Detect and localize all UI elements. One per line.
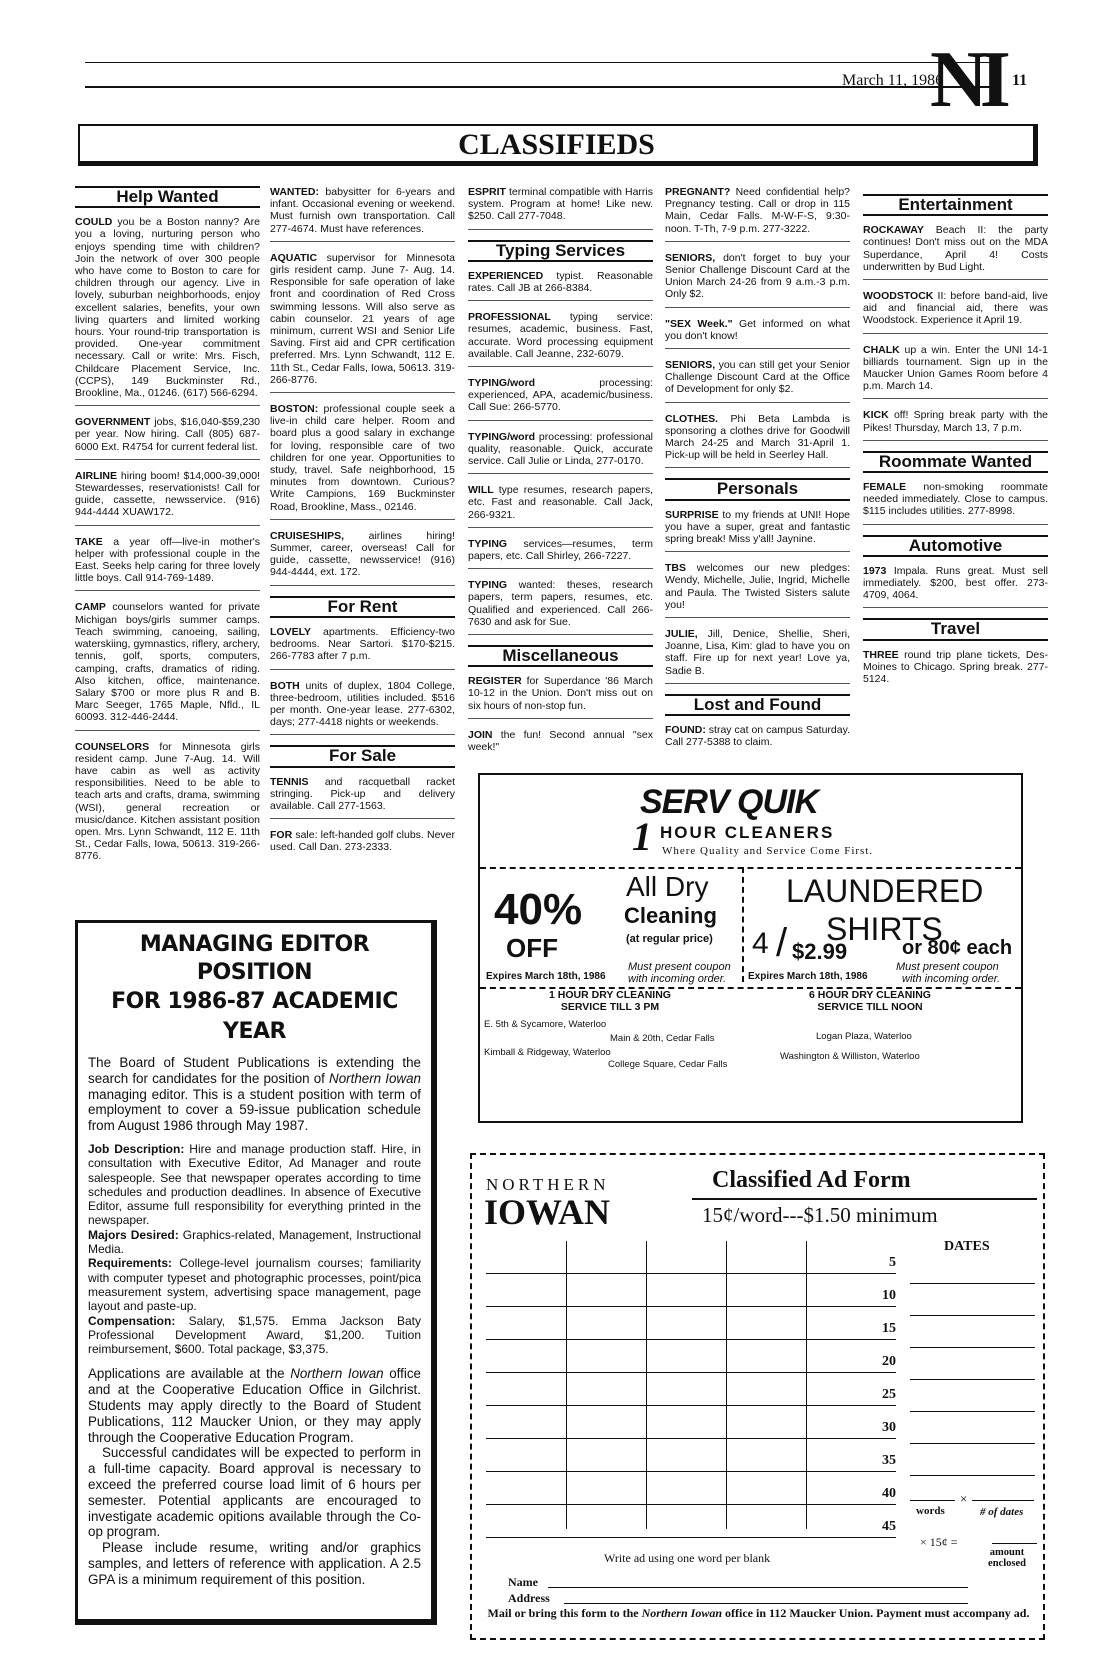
classified-ad: FEMALE non-smoking roommate needed immediately. Close to campus. $115 includes utilities. 277-8998. [863,481,1048,525]
section-for-sale: For Sale [270,745,455,767]
grid-row [486,1307,896,1340]
address-label: Address [508,1591,550,1605]
row-count: 5 [889,1255,896,1270]
row-count: 45 [882,1519,896,1534]
grid-col-line [726,1241,727,1529]
column-help-wanted [75,182,260,879]
classified-ad: JOIN the fun! Second annual "sex week!" [468,728,653,754]
servquik-hour-cleaners: HOUR CLEANERS [660,823,835,842]
section-entertainment: Entertainment [863,194,1048,216]
location: Kimball & Ridgeway, Waterloo [484,1047,611,1058]
num-dates-label: # of dates [980,1506,1024,1518]
ad-success: Successful candidates will be expected to perform in a full-time capacity. Board approval is necessary to exceed the preferred course load limit of 6 hours per semester. Potential applicants are encouraged to investigate academic opitions available through the Co-op program. [88,1445,421,1540]
ad-headline: MANAGING EDITOR POSITION [139,932,370,985]
section-help-wanted: Help Wanted [75,186,260,208]
classified-ad: CAMP counselors wanted for private Michigan boys/girls summer camps. Teach swimming, canoeing, sailing, waterskiing, gymnastics, riflery, archery, tennis, golf, sports, computers, camping, crafts, dramatics of riding. Also kitchen, office, maintenance. Salary $700 or more plus R and B. Marc Seeger, 1765 Maple, Nfld., IL 60093. 312-446-2444. [75,601,260,730]
classified-ad: PROFESSIONAL typing service: resumes, academic, business. Fast, accurate. Word processing equipment available. Call Jeanne, 232-6079. [468,311,653,367]
classified-ad: ESPRIT terminal compatible with Harris system. Program at home! Like new. $250. Call 277-7048. [468,186,653,230]
grid-row [486,1505,896,1538]
classified-ad: TENNIS and racquetball racket stringing. Pick-up and delivery available. Call 277-1563. [270,776,455,820]
word-grid [486,1241,896,1538]
classified-ad: SENIORS, don't forget to buy your Senior Challenge Discount Card at the Union March 24-26 from 9 a.m.-3 p.m. Only $2. [665,252,850,308]
row-count: 25 [882,1387,896,1402]
amount-enclosed: amount enclosed [988,1547,1026,1569]
classified-ad: FOR sale: left-handed golf clubs. Never used. Call Dan. 273-2333. [270,829,455,854]
form-dates-label: DATES [944,1239,990,1254]
ad-intro: The Board of Student Publications is extending the search for candidates for the position of Northern Iowan managing editor. This is a student position with term of employment to cover a 59-issue publication schedule from August 1986 through May 1987. [88,1055,421,1134]
managing-editor-ad [75,920,437,1625]
grid-row [486,1439,896,1472]
classified-ad: AIRLINE hiring boom! $14,000-39,000! Stewardesses, reservationists! Call for guide, cassette, newsservice. (916) 944-4444 XUAW172. [75,470,260,526]
form-iowan: IOWAN [484,1192,611,1232]
row-count: 20 [882,1354,896,1369]
section-personals: Personals [665,478,850,500]
classified-ad: WOODSTOCK II: before band-aid, live aid and financial aid, there was Woodstock. Experience it April 19. [863,290,1048,334]
ad-include: Please include resume, writing and/or graphics samples, and letters of reference with application. A 2.5 GPA is a minimum requirement of this position. [88,1540,421,1587]
name-label: Name [508,1575,538,1589]
grid-col-line [646,1241,647,1529]
classified-ad: COUNSELORS for Minnesota girls resident camp. June 7-Aug. 14. Will have cabin as well as activity responsibilities. Need to be able to teach arts and crafts, drama, swimming (WSI), general recreation or music/dance. Kitchen assistant position open. Mrs. Lynn Schwandt, 112 E. 11th St., Cedar Falls, Iowa, 50613. 319-266-8776. [75,740,260,863]
classified-ad: SURPRISE to my friends at UNI! Hope you have a super, great and fantastic spring break! Miss y'all! Jaynine. [665,509,850,553]
coupon-divider [480,867,1021,869]
classified-ad: PREGNANT? Need confidential help? Pregnancy testing. Call or drop in 115 Main, Cedar Falls. M-W-F-S, 9:30-noon. T-Th, 7-9 p.m. 277-3222. [665,186,850,242]
column-three [468,186,653,769]
shirts: SHIRTS [826,911,943,947]
classified-ad: TAKE a year off—live-in mother's helper with professional couple in the East. Seeks help caring for three lovely little boys. Call 914-769-1489. [75,536,260,592]
page-number: 11 [1012,72,1028,89]
grid-row [486,1340,896,1373]
discount-percent: 40% [494,885,583,934]
must-present-right: Must present coupon [896,961,999,973]
classified-ad: LOVELY apartments. Efficiency-two bedrooms. Near Sartori. $170-$215. 266-7783 after 7 p.m. [270,626,455,670]
shirt-count: 4 [752,927,769,960]
section-travel: Travel [863,618,1048,640]
regular-price: (at regular price) [626,933,713,945]
section-miscellaneous: Miscellaneous [468,645,653,667]
location: E. 5th & Sycamore, Waterloo [484,1019,607,1030]
classified-ad: TYPING services—resumes, term papers, etc. Call Shirley, 266-7227. [468,538,653,569]
classified-ad: KICK off! Spring break party with the Pikes! Thursday, March 13, 7 p.m. [863,409,1048,440]
servquik-logo: SERV QUIK [640,783,819,821]
classified-ad: GOVERNMENT jobs, $16,040-$59,230 per year. Now hiring. Call (805) 687-6000 Ext. R4754 for current federal list. [75,416,260,460]
classified-ad: TYPING wanted: theses, research papers, term papers, resumes, etc. Qualified and experienced. Call 266-7630 and ask for Sue. [468,579,653,635]
section-lost-and-found: Lost and Found [665,694,850,716]
classified-ad: WILL type resumes, research papers, etc. Fast and reasonable. Call Jack, 266-9321. [468,484,653,528]
row-count: 30 [882,1420,896,1435]
shirt-price: $2.99 [792,939,848,964]
form-northern: NORTHERN [486,1175,610,1194]
section-for-rent: For Rent [270,596,455,618]
ad-apply: Applications are available at the Northern Iowan office and at the Cooperative Education Office in Gilchrist. Students may apply directly to the Board of Student Publications, 112 Maucker Union, or they may apply through the Cooperative Education Program. [88,1366,421,1445]
expires-left: Expires March 18th, 1986 [486,971,606,982]
classified-ad: THREE round trip plane tickets, Des-Moines to Chicago. Spring break. 277-5124. [863,648,1048,686]
left-service: 1 HOUR DRY CLEANING SERVICE TILL 3 PM [549,989,671,1013]
classified-ad: JULIE, Jill, Denice, Shellie, Sheri, Joanne, Lisa, Kim: glad to have you on staff. Fire up for next year! Love ya, Sadie B. [665,628,850,684]
section-title: CLASSIFIEDS [458,128,655,161]
classified-ad: "SEX Week." Get informed on what you don't know! [665,318,850,349]
right-service: 6 HOUR DRY CLEANING SERVICE TILL NOON [809,989,931,1013]
column-four [665,186,850,765]
ad-details [88,1142,421,1356]
classifieds-banner [78,124,1038,166]
discount-off: OFF [506,933,558,963]
classified-ad: EXPERIENCED typist. Reasonable rates. Call JB at 266-8384. [468,270,653,301]
location: Logan Plaza, Waterloo [816,1031,912,1042]
price-per-word: × 15¢ = [920,1535,958,1549]
classified-ad: BOTH units of duplex, 1804 College, three-bedroom, utilities included. $516 per month. One-year lease. 277-6302, days; 277-4418 nights or weekends. [270,680,455,736]
column-five [863,190,1048,701]
classified-ad: AQUATIC supervisor for Minnesota girls resident camp. June 7- Aug. 14. Responsible for safe operation of lake front and coordination of Red Cross swimming lessons. Will also serve as cabin counselor. 21 years of age minimum, current WSI and Senior Life Saving. First aid and CPR certification preferred. Mrs. Lynn Schwandt, 112 E. 11th St., Cedar Falls, Iowa, 50613. 319-266-8776. [270,252,455,393]
grid-row [486,1373,896,1406]
form-instruction: Write ad using one word per blank [604,1551,771,1565]
grid-col-line [806,1241,807,1529]
servquik-tagline: Where Quality and Service Come First. [662,845,874,857]
incoming-left: with incoming order. [628,973,727,985]
grid-row [486,1241,896,1274]
grid-row [486,1406,896,1439]
coupon-divider-vertical [742,867,744,982]
row-count: 35 [882,1453,896,1468]
section-typing-services: Typing Services [468,240,653,262]
laundered: LAUNDERED [786,873,984,909]
ni-logo: NI [930,36,1003,124]
requirements: Requirements: College-level journalism courses; familiarity with computer typeset and photographic processes, point/pica measurement system, advertising space management, page layout and paste-up. [88,1256,421,1314]
classified-ad: FOUND: stray cat on campus Saturday. Call 277-5388 to claim. [665,724,850,749]
classified-ad: TYPING/word processing: experienced, APA, academic/business. Call Sue: 266-5770. [468,377,653,421]
classified-ad-form [470,1153,1045,1640]
classified-ad: ROCKAWAY Beach II: the party continues! Don't miss out on the MDA Superdance, April 4! Costs underwritten by Bud Light. [863,224,1048,280]
classified-ad: CRUISESHIPS, airlines hiring! Summer, career, overseas! Call for guide, cassette, newsservice! (916) 944-4444, ext. 172. [270,530,455,586]
row-count: 40 [882,1486,896,1501]
times-sign: × [960,1491,968,1506]
grid-row [486,1274,896,1307]
servquik-one: 1 [632,814,652,859]
ad-headline: FOR 1986-87 ACADEMIC YEAR [111,989,398,1044]
expires-right: Expires March 18th, 1986 [748,971,868,982]
incoming-right: with incoming order. [902,973,1001,985]
classified-ad: BOSTON: professional couple seek a live-in child care helper. Room and board plus a good salary in exchange for loving, responsible care of two children for one year. Opportunities to study, travel. Safe neighborhood, 15 minutes from downtown. Curious? Write Campions, 169 Buckminster Road, Brookline, Mass., 02146. [270,403,455,520]
row-count: 10 [882,1288,896,1303]
classified-ad: REGISTER for Superdance '86 March 10-12 in the Union. Don't miss out on six hours of non-stop fun. [468,675,653,719]
row-count: 15 [882,1321,896,1336]
section-roommate-wanted: Roommate Wanted [863,451,1048,473]
cleaning: Cleaning [624,903,717,928]
words-label: words [916,1505,945,1517]
all-dry: All Dry [626,871,709,902]
form-title: Classified Ad Form [712,1167,911,1193]
majors-desired: Majors Desired: Graphics-related, Management, Instructional Media. [88,1227,421,1257]
classified-ad: CLOTHES. Phi Beta Lambda is sponsoring a clothes drive for Goodwill March 24-25 and March 31-April 1. Pick-up will be held in Seerley Hall. [665,413,850,469]
form-rate: 15¢/word---$1.50 minimum [702,1203,938,1227]
compensation: Compensation: Salary, $1,575. Emma Jackson Baty Professional Development Award, $1,200. Tuition reimbursement, $600. Total package, $3,375. [88,1313,421,1357]
classified-ad: COULD you be a Boston nanny? Are you a loving, nurturing person who enjoys spending time with children? Join the network of over 300 people who have come to Boston to care for children through our agency. Live in lovely, suburban neighborhoods, enjoy excellent salaries, benefits, your own living quarters and limited working hours. Your round-trip transportation is provided. One-year commitment necessary. Call or write: Mrs. Fisch, Childcare Placement Service, Inc. (CCPS), 149 Buckminster Rd., Brookline, Ma., 01246. (617) 566-6294. [75,216,260,406]
column-two [270,186,455,870]
grid-row [486,1472,896,1505]
servquik-ad [478,773,1023,1123]
location: College Square, Cedar Falls [608,1059,728,1070]
section-automotive: Automotive [863,535,1048,557]
location: Washington & Williston, Waterloo [780,1051,920,1062]
classified-ad: TYPING/word processing: professional quality, reasonable. Quick, accurate service. Call Julie or Linda, 277-0170. [468,431,653,475]
classified-ad: WANTED: babysitter for 6-years and infant. Occasional evening or weekend. Must furnish own transportation. Call 277-4674. Must have references. [270,186,455,242]
issue-date: March 11, 1986 [842,72,944,89]
classified-ad: TBS welcomes our new pledges: Wendy, Michelle, Julie, Ingrid, Michelle and Paula. The Twisted Sisters salute you! [665,562,850,618]
job-description: Job Description: Hire and manage production staff. Hire, in consultation with Executive Editor, Ad Manager and route salespeople. See that newspaper operates according to time schedules and production deadlines. In absence of Executive Editor, assume full responsibility for everything printed in the newspaper. [88,1141,421,1228]
classified-ad: CHALK up a win. Enter the UNI 14-1 billiards tournament. Sign up in the Maucker Union Games Room before 4 p.m. March 14. [863,344,1048,400]
mail-instruction: Mail or bring this form to the Northern Iowan office in 112 Maucker Union. Payment must accompany ad. [487,1606,1030,1620]
shirt-slash: / [776,921,788,965]
classified-ad: SENIORS, you can still get your Senior Challenge Discount Card at the Office of Development for only $2. [665,359,850,403]
must-present-left: Must present coupon [628,961,731,973]
shirt-each: or 80¢ each [902,937,1013,959]
location: Main & 20th, Cedar Falls [610,1033,715,1044]
grid-col-line [566,1241,567,1529]
classified-ad: 1973 Impala. Runs great. Must sell immediately. $200, best offer. 273-4709, 4064. [863,565,1048,609]
